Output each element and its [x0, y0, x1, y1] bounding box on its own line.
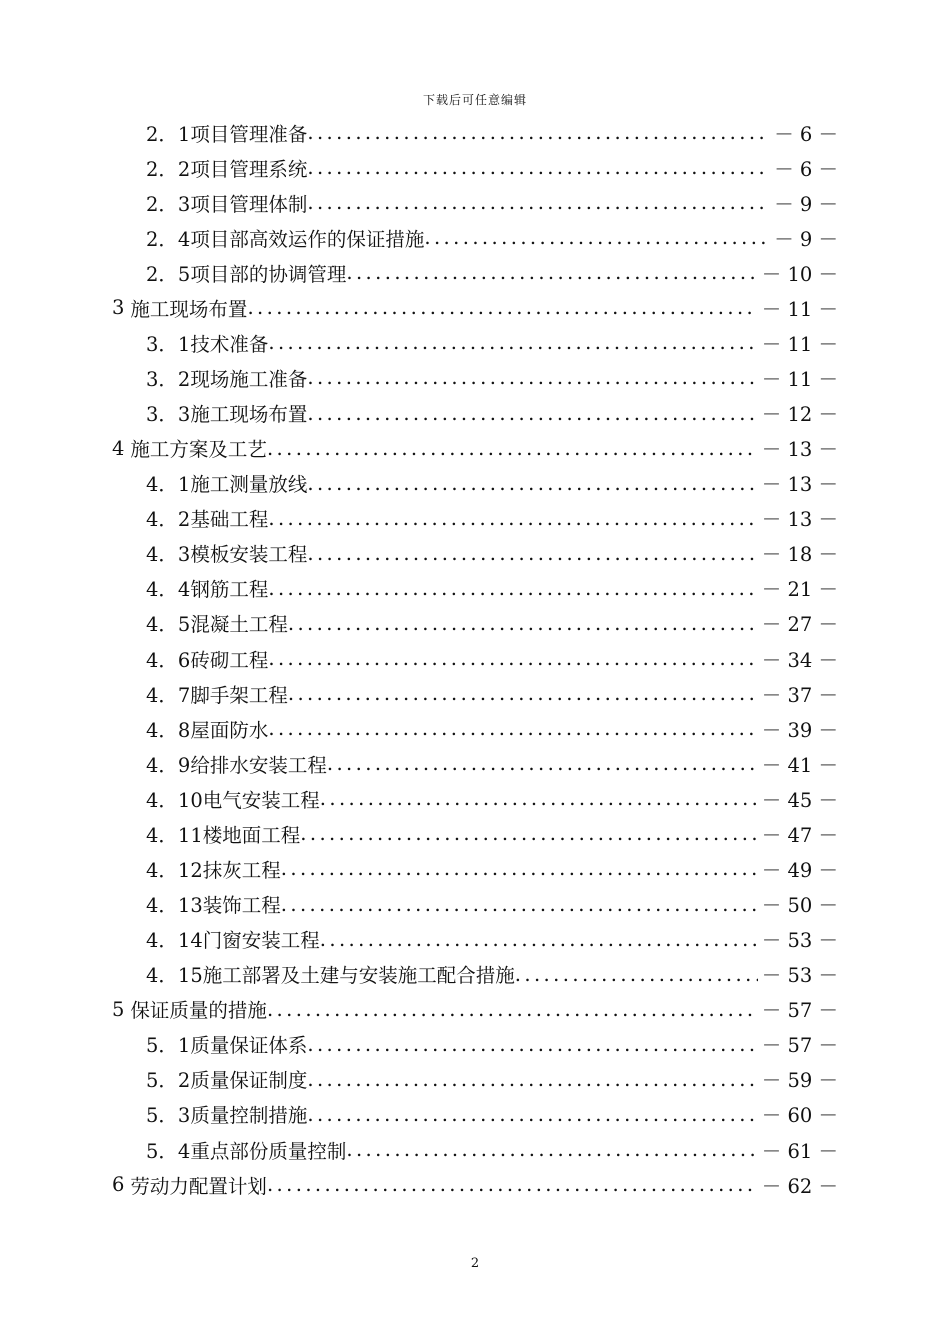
- dot-leader: [288, 612, 758, 635]
- toc-entry-page: － 39 －: [761, 718, 838, 742]
- toc-chapter-entry[interactable]: [112, 431, 838, 466]
- toc-entry-number: 4．8: [146, 718, 191, 742]
- toc-entry-number: 4: [112, 436, 125, 460]
- toc-entry-title: 施工部署及土建与安装施工配合措施: [202, 964, 515, 988]
- toc-section-entry[interactable]: [146, 360, 838, 395]
- dot-leader: [320, 787, 758, 810]
- toc-entry-page: － 49 －: [761, 858, 838, 882]
- dot-leader: [281, 857, 758, 880]
- toc-section-entry[interactable]: [146, 536, 838, 571]
- dot-leader: [307, 121, 770, 144]
- toc-chapter-entry[interactable]: [112, 1167, 838, 1202]
- dot-leader: [300, 822, 758, 845]
- toc-entry-page: － 13 －: [761, 473, 838, 497]
- toc-entry-page: － 37 －: [761, 683, 838, 707]
- toc-entry-number: 5．1: [146, 1034, 191, 1058]
- toc-entry-page: － 21 －: [761, 578, 838, 602]
- toc-section-entry[interactable]: [146, 150, 838, 185]
- toc-entry-number: 4．12: [146, 858, 203, 882]
- toc-entry-page: － 13 －: [761, 508, 838, 532]
- toc-section-entry[interactable]: [146, 676, 838, 711]
- toc-section-entry[interactable]: [146, 501, 838, 536]
- toc-entry-title: 劳动力配置计划: [130, 1174, 267, 1198]
- toc-entry-page: － 11 －: [761, 367, 838, 391]
- dot-leader: [267, 1173, 758, 1196]
- dot-leader: [268, 577, 757, 600]
- toc-entry-number: 4．5: [146, 613, 191, 637]
- toc-entry-number: 4．11: [146, 823, 203, 847]
- toc-entry-page: － 50 －: [761, 894, 838, 918]
- dot-leader: [307, 402, 757, 425]
- toc-section-entry[interactable]: [146, 711, 838, 746]
- toc-entry-page: － 57 －: [761, 999, 838, 1023]
- toc-entry-page: － 47 －: [761, 823, 838, 847]
- toc-section-entry[interactable]: [146, 1132, 838, 1167]
- toc-entry-title: 保证质量的措施: [130, 999, 267, 1023]
- dot-leader: [307, 1033, 757, 1056]
- toc-entry-number: 4．7: [146, 683, 191, 707]
- dot-leader: [307, 1068, 757, 1091]
- toc-entry-page: － 12 －: [761, 403, 838, 427]
- toc-entry-number: 3．3: [146, 403, 191, 427]
- toc-entry-title: 质量保证制度: [190, 1069, 308, 1093]
- toc-chapter-entry[interactable]: [112, 290, 838, 325]
- toc-entry-title: 施工测量放线: [190, 473, 308, 497]
- page-number: 2: [470, 1256, 480, 1271]
- toc-entry-page: － 62 －: [761, 1174, 838, 1198]
- dot-leader: [320, 928, 758, 951]
- toc-entry-title: 抹灰工程: [202, 858, 281, 882]
- dot-leader: [267, 437, 758, 460]
- dot-leader: [515, 963, 758, 986]
- toc-entry-number: 2．3: [146, 192, 191, 216]
- toc-section-entry[interactable]: [146, 1027, 838, 1062]
- toc-entry-number: 4．1: [146, 473, 191, 497]
- toc-chapter-entry[interactable]: [112, 992, 838, 1027]
- dot-leader: [268, 717, 757, 740]
- toc-entry-number: 5．2: [146, 1069, 191, 1093]
- toc-entry-title: 模板安装工程: [190, 543, 308, 567]
- toc-entry-title: 基础工程: [190, 508, 269, 532]
- toc-entry-page: － 27 －: [761, 613, 838, 637]
- dot-leader: [288, 682, 758, 705]
- toc-section-entry[interactable]: [146, 922, 838, 957]
- toc-entry-title: 脚手架工程: [190, 683, 288, 707]
- toc-section-entry[interactable]: [146, 185, 838, 220]
- toc-entry-title: 项目管理体制: [190, 192, 308, 216]
- toc-entry-title: 现场施工准备: [190, 367, 308, 391]
- toc-entry-page: － 41 －: [761, 753, 838, 777]
- dot-leader: [268, 507, 757, 530]
- toc-section-entry[interactable]: [146, 606, 838, 641]
- toc-entry-number: 4．2: [146, 508, 191, 532]
- toc-entry-title: 门窗安装工程: [202, 929, 320, 953]
- toc-entry-page: － 11 －: [761, 332, 838, 356]
- toc-section-entry[interactable]: [146, 851, 838, 886]
- toc-entry-title: 技术准备: [190, 332, 269, 356]
- toc-entry-title: 给排水安装工程: [190, 753, 327, 777]
- toc-entry-number: 4．13: [146, 894, 203, 918]
- dot-leader: [307, 542, 757, 565]
- toc-entry-page: － 9 －: [774, 192, 838, 216]
- toc-section-entry[interactable]: [146, 1097, 838, 1132]
- dot-leader: [307, 366, 757, 389]
- dot-leader: [267, 998, 758, 1021]
- toc-entry-number: 4．14: [146, 929, 203, 953]
- toc-entry-title: 施工现场布置: [130, 297, 248, 321]
- dot-leader: [307, 1103, 757, 1126]
- toc-section-entry[interactable]: [146, 571, 838, 606]
- toc-section-entry[interactable]: [146, 325, 838, 360]
- toc-entry-number: 3．1: [146, 332, 191, 356]
- toc-entry-title: 电气安装工程: [202, 788, 320, 812]
- toc-entry-number: 3．2: [146, 367, 191, 391]
- toc-entry-number: 4．9: [146, 753, 191, 777]
- toc-entry-title: 钢筋工程: [190, 578, 269, 602]
- toc-entry-title: 项目部的协调管理: [190, 262, 347, 286]
- toc-entry-page: － 53 －: [761, 929, 838, 953]
- dot-leader: [307, 472, 757, 495]
- toc-section-entry[interactable]: [146, 115, 838, 150]
- toc-entry-title: 项目管理系统: [190, 157, 308, 181]
- toc-entry-number: 4．4: [146, 578, 191, 602]
- toc-entry-page: － 9 －: [774, 227, 838, 251]
- toc-entry-number: 4．6: [146, 648, 191, 672]
- toc-entry-number: 3: [112, 296, 125, 320]
- toc-entry-number: 6: [112, 1173, 125, 1197]
- toc-section-entry[interactable]: [146, 746, 838, 781]
- toc-entry-title: 楼地面工程: [202, 823, 301, 847]
- dot-leader: [327, 752, 758, 775]
- toc-entry-title: 质量控制措施: [190, 1104, 308, 1128]
- toc-entry-page: － 53 －: [761, 964, 838, 988]
- toc-entry-page: － 45 －: [761, 788, 838, 812]
- toc-entry-title: 项目管理准备: [190, 122, 308, 146]
- toc-section-entry[interactable]: [146, 466, 838, 501]
- dot-leader: [307, 191, 770, 214]
- dot-leader: [268, 647, 757, 670]
- toc-entry-page: － 6 －: [774, 122, 838, 146]
- dot-leader: [346, 1138, 757, 1161]
- toc-entry-title: 质量保证体系: [190, 1034, 308, 1058]
- page-header: 下载后可任意编辑: [422, 93, 527, 107]
- toc-entry-number: 5: [112, 997, 125, 1021]
- dot-leader: [307, 156, 770, 179]
- toc-section-entry[interactable]: [146, 816, 838, 851]
- toc-entry-page: － 59 －: [761, 1069, 838, 1093]
- toc-section-entry[interactable]: [146, 396, 838, 431]
- toc-entry-page: － 57 －: [761, 1034, 838, 1058]
- toc-entry-page: － 61 －: [761, 1139, 838, 1163]
- dot-leader: [247, 296, 757, 319]
- dot-leader: [346, 261, 757, 284]
- toc-entry-number: 4．3: [146, 543, 191, 567]
- toc-entry-number: 4．10: [146, 788, 203, 812]
- toc-entry-page: － 60 －: [761, 1104, 838, 1128]
- toc-section-entry[interactable]: [146, 220, 838, 255]
- toc-entry-page: － 13 －: [761, 438, 838, 462]
- toc-entry-title: 施工方案及工艺: [130, 438, 267, 462]
- toc-entry-title: 屋面防水: [190, 718, 269, 742]
- toc-section-entry[interactable]: [146, 781, 838, 816]
- toc-entry-title: 重点部份质量控制: [190, 1139, 347, 1163]
- toc-section-entry[interactable]: [146, 957, 838, 992]
- toc-section-entry[interactable]: [146, 255, 838, 290]
- dot-leader: [281, 893, 758, 916]
- toc-entry-title: 砖砌工程: [190, 648, 269, 672]
- toc-entry-page: － 18 －: [761, 543, 838, 567]
- toc-entry-title: 装饰工程: [202, 894, 281, 918]
- dot-leader: [424, 226, 770, 249]
- toc-section-entry[interactable]: [146, 1062, 838, 1097]
- dot-leader: [268, 331, 757, 354]
- toc-entry-title: 施工现场布置: [190, 403, 308, 427]
- toc-entry-number: 2．5: [146, 262, 191, 286]
- toc-entry-number: 2．1: [146, 122, 191, 146]
- toc-entry-title: 混凝土工程: [190, 613, 288, 637]
- toc-entry-number: 5．4: [146, 1139, 191, 1163]
- toc-entry-number: 2．4: [146, 227, 191, 251]
- toc-entry-page: － 11 －: [761, 297, 838, 321]
- toc-section-entry[interactable]: [146, 887, 838, 922]
- toc-entry-number: 2．2: [146, 157, 191, 181]
- toc-entry-number: 4．15: [146, 964, 203, 988]
- toc-entry-page: － 6 －: [774, 157, 838, 181]
- toc-entry-title: 项目部高效运作的保证措施: [190, 227, 425, 251]
- toc-entry-page: － 34 －: [761, 648, 838, 672]
- toc-section-entry[interactable]: [146, 641, 838, 676]
- toc-entry-page: － 10 －: [761, 262, 838, 286]
- toc-entry-number: 5．3: [146, 1104, 191, 1128]
